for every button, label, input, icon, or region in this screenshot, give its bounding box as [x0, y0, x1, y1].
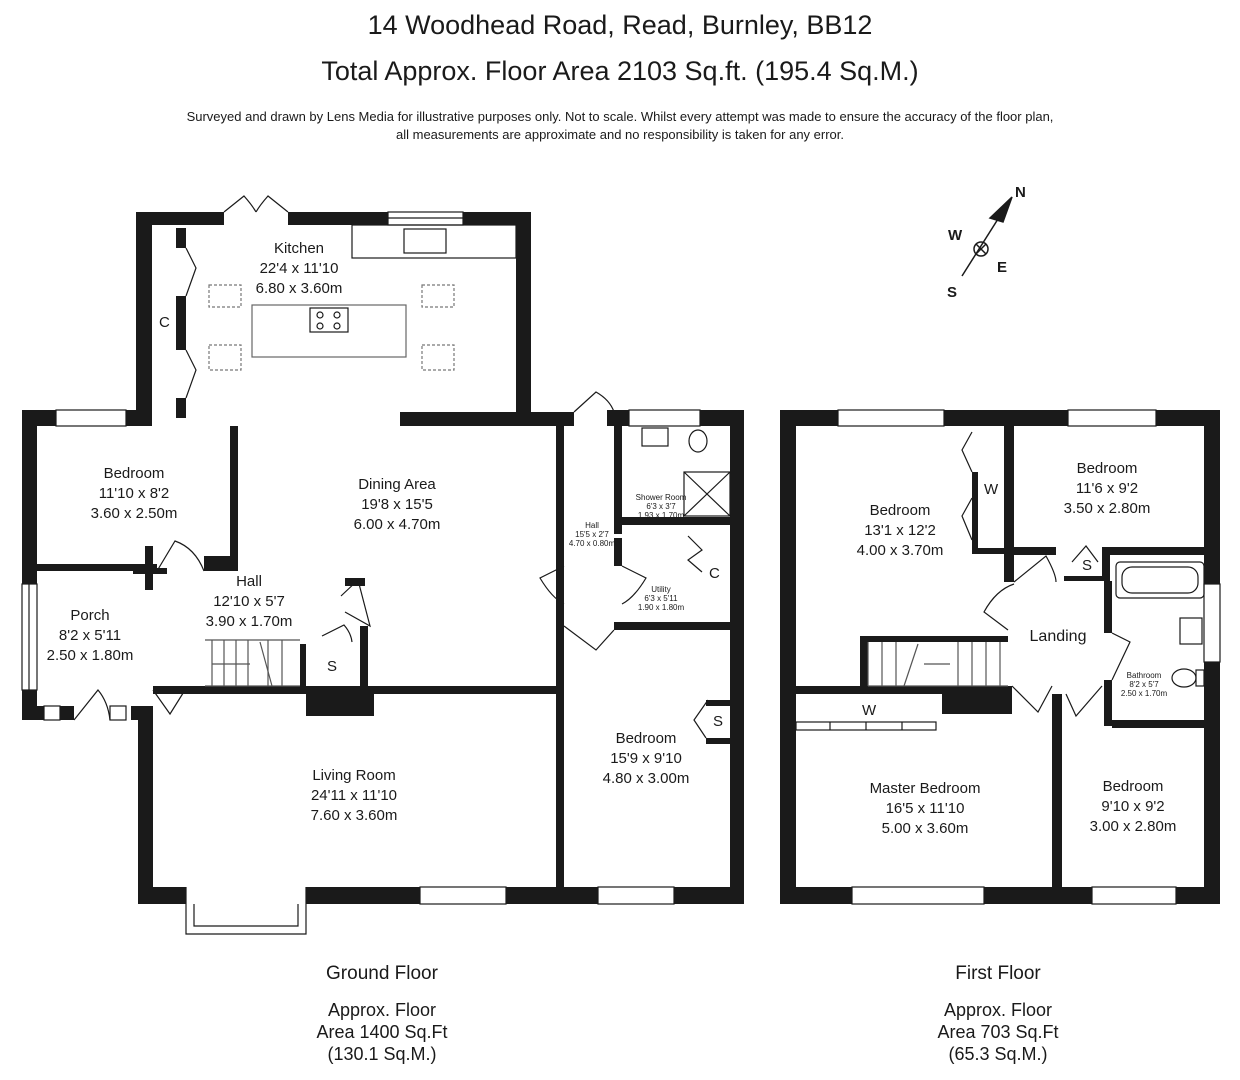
- bedroom-ground-imperial: 11'10 x 8'2: [98, 485, 170, 502]
- hall-imperial: 12'10 x 5'7: [213, 593, 285, 610]
- utility-name: Utility: [651, 585, 671, 594]
- bed-b-imperial: 11'6 x 9'2: [1075, 480, 1139, 497]
- room-bedroom-ground: [91, 464, 178, 524]
- shower-name: Shower Room: [635, 493, 687, 502]
- bed-a-name: Bedroom: [869, 502, 931, 519]
- living-imperial: 24'11 x 11'10: [310, 787, 398, 804]
- utility-imperial: 6'3 x 5'11: [644, 594, 678, 603]
- kitchen-name: Kitchen: [273, 240, 325, 257]
- bed-a-metric: 4.00 x 3.70m: [856, 542, 944, 559]
- dining-metric: 6.00 x 4.70m: [353, 516, 441, 533]
- kitchen-imperial: 22'4 x 11'10: [259, 260, 339, 277]
- ground-area-line-3: (130.1 Sq.M.): [327, 1044, 437, 1064]
- bath-metric: 2.50 x 1.70m: [1120, 689, 1168, 698]
- porch-imperial: 8'2 x 5'11: [58, 627, 122, 644]
- cupboard-mark: C: [159, 314, 170, 331]
- first-area-line-2: Area 703 Sq.Ft: [937, 1022, 1059, 1042]
- room-porch: [47, 606, 134, 666]
- bedroom-ground-name: Bedroom: [103, 465, 165, 482]
- bedroom2-metric: 4.80 x 3.00m: [602, 770, 690, 787]
- hall-name: Hall: [236, 573, 262, 590]
- room-bedroom-first-b: [1064, 459, 1151, 519]
- hall2-imperial: 15'5 x 2'7: [575, 530, 609, 539]
- utility-metric: 1.90 x 1.80m: [637, 603, 685, 612]
- room-bedroom-first-a: [857, 501, 944, 561]
- room-dining-area: [354, 475, 441, 535]
- bath-imperial: 8'2 x 5'7: [1129, 680, 1159, 689]
- first-floor-caption: [898, 963, 1098, 1065]
- room-hall: [206, 572, 293, 632]
- first-area-line-1: Approx. Floor: [943, 1000, 1053, 1020]
- master-metric: 5.00 x 3.60m: [881, 820, 969, 837]
- room-shower: [636, 493, 687, 520]
- compass-e: E: [997, 259, 1008, 276]
- shower-metric: 1.93 x 1.70m: [637, 511, 685, 520]
- master-imperial: 16'5 x 11'10: [885, 800, 965, 817]
- disclaimer-line-2: all measurements are approximate and no responsibility is taken for any error.: [396, 127, 844, 142]
- utility-cupboard-mark: C: [709, 565, 720, 582]
- total-area-title: Total Approx. Floor Area 2103 Sq.ft. (195.4 Sq.M.): [321, 56, 919, 86]
- bed-c-metric: 3.00 x 2.80m: [1089, 818, 1177, 835]
- living-metric: 7.60 x 3.60m: [310, 807, 398, 824]
- bedroom2-name: Bedroom: [615, 730, 677, 747]
- store-mark: S: [327, 658, 338, 675]
- porch-metric: 2.50 x 1.80m: [46, 647, 134, 664]
- bed-c-imperial: 9'10 x 9'2: [1101, 798, 1165, 815]
- landing-name: Landing: [1029, 628, 1087, 645]
- master-name: Master Bedroom: [869, 780, 981, 797]
- dining-name: Dining Area: [358, 476, 436, 493]
- address-title: 14 Woodhead Road, Read, Burnley, BB12: [367, 10, 873, 40]
- hall2-metric: 4.70 x 0.80m: [568, 539, 616, 548]
- ground-floor-name: Ground Floor: [326, 963, 438, 984]
- living-name: Living Room: [312, 767, 396, 784]
- room-kitchen: [256, 239, 343, 299]
- room-hall-2: [569, 521, 615, 548]
- ground-area-line-1: Approx. Floor: [327, 1000, 437, 1020]
- porch-name: Porch: [70, 607, 110, 624]
- bed-c-name: Bedroom: [1102, 778, 1164, 795]
- compass-n: N: [1015, 184, 1026, 201]
- hall2-name: Hall: [585, 521, 599, 530]
- disclaimer-line-1: Surveyed and drawn by Lens Media for illustrative purposes only. Not to scale. Whilst every attempt was made to ensure the accuracy of the floor plan,: [186, 109, 1054, 124]
- store-mark-bedroom: S: [713, 713, 724, 730]
- first-area-line-3: (65.3 Sq.M.): [948, 1044, 1048, 1064]
- ground-floor-caption: [282, 963, 482, 1065]
- ground-area-line-2: Area 1400 Sq.Ft: [316, 1022, 448, 1042]
- room-landing: [1030, 627, 1087, 647]
- room-bedroom-ground-2: [603, 729, 690, 789]
- bed-b-metric: 3.50 x 2.80m: [1063, 500, 1151, 517]
- bed-b-name: Bedroom: [1076, 460, 1138, 477]
- bed-a-imperial: 13'1 x 12'2: [864, 522, 936, 539]
- room-utility: [638, 585, 684, 612]
- wardrobe-mark-2: W: [862, 702, 877, 719]
- bath-name: Bathroom: [1126, 671, 1162, 680]
- bedroom2-imperial: 15'9 x 9'10: [610, 750, 682, 767]
- wardrobe-mark-1: W: [984, 481, 999, 498]
- compass-s: S: [947, 284, 958, 301]
- compass-w: W: [948, 227, 963, 244]
- store-mark-first: S: [1082, 557, 1093, 574]
- room-bathroom: [1121, 671, 1167, 698]
- hall-metric: 3.90 x 1.70m: [205, 613, 293, 630]
- bedroom-ground-metric: 3.60 x 2.50m: [90, 505, 178, 522]
- kitchen-metric: 6.80 x 3.60m: [255, 280, 343, 297]
- room-living-room: [311, 766, 398, 826]
- shower-imperial: 6'3 x 3'7: [646, 502, 676, 511]
- room-bedroom-first-c: [1090, 777, 1177, 837]
- dining-imperial: 19'8 x 15'5: [361, 496, 433, 513]
- room-master-bedroom: [870, 779, 981, 839]
- first-floor-name: First Floor: [955, 963, 1041, 984]
